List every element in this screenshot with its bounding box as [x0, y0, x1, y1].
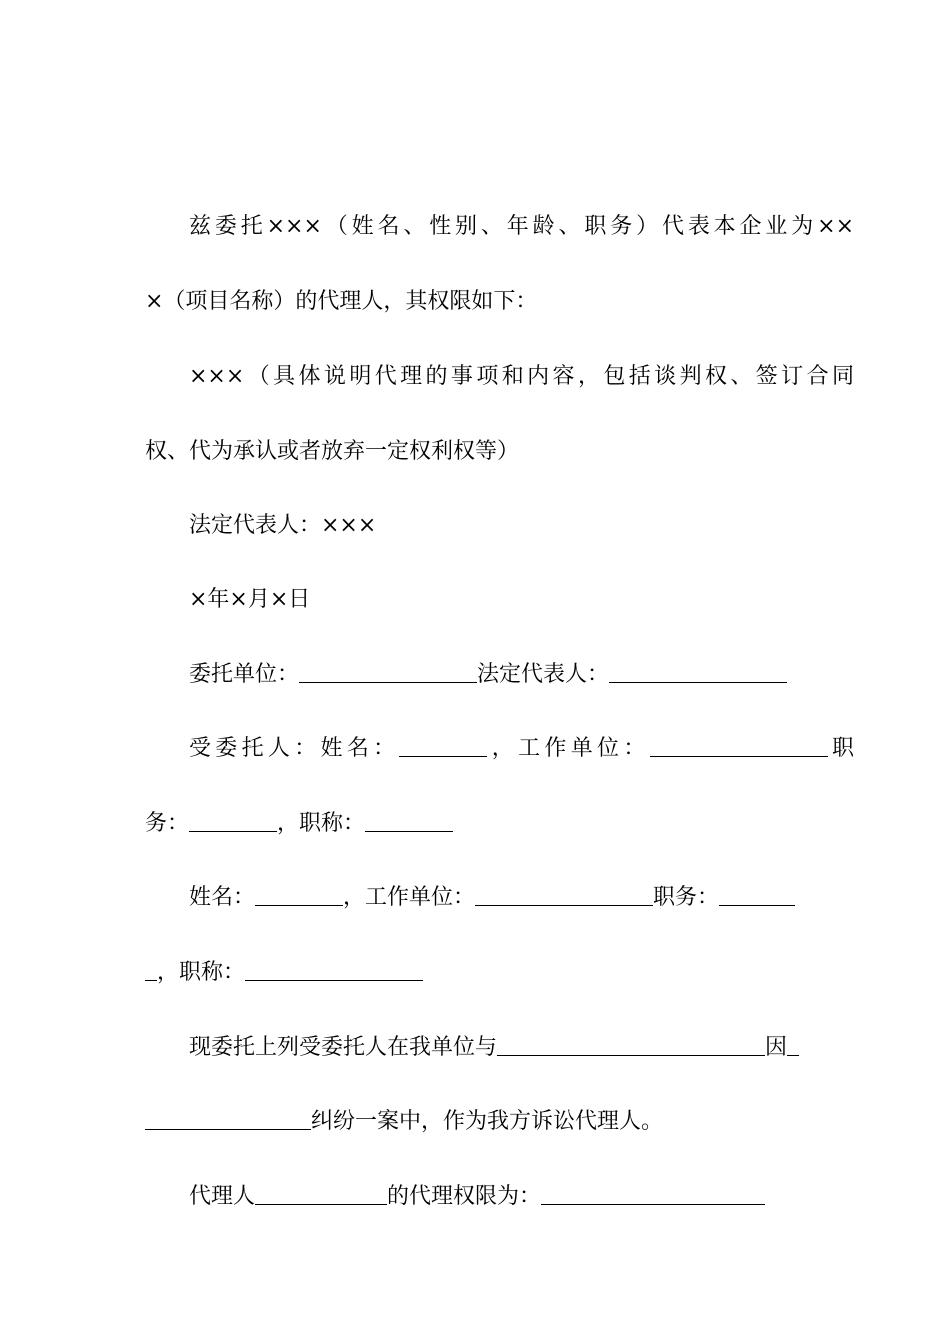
authority-label: 的代理权限为：	[387, 1184, 542, 1209]
trustee-line-2	[145, 809, 810, 839]
dispute-blank	[145, 1109, 311, 1130]
cause-label: 因	[765, 1035, 788, 1060]
entrusting-unit-label: 委托单位：	[189, 662, 300, 687]
opposing-party-blank	[497, 1035, 765, 1056]
agent-label: 代理人	[189, 1184, 256, 1209]
trustee2-name-blank	[255, 885, 343, 906]
date-line: ×年×月×日	[189, 587, 311, 612]
legal-representative-line: 法定代表人：×××	[189, 513, 377, 538]
commission-line-1	[145, 1033, 854, 1063]
entrusting-unit-line	[145, 660, 854, 690]
trustee2-line-1	[145, 883, 854, 913]
trustee-title-blank	[365, 811, 453, 832]
trustee-position-label-rest: 务：	[145, 811, 190, 836]
paragraph-line-2: ×（项目名称）的代理人，其权限如下：	[145, 289, 538, 314]
trustee2-position-label: 职务：	[653, 885, 720, 910]
trustee2-title-blank	[245, 960, 423, 981]
commission-text: 现委托上列受委托人在我单位与	[189, 1035, 498, 1060]
trustee-line-1	[145, 734, 854, 764]
trustee-work-unit-blank	[650, 736, 828, 757]
agent-name-blank	[255, 1184, 387, 1205]
trustee2-position-blank	[719, 885, 795, 906]
authority-blank	[541, 1184, 765, 1205]
paragraph-line-3: ×××（具体说明代理的事项和内容，包括谈判权、签订合同	[189, 364, 854, 389]
cause-blank	[787, 1035, 799, 1056]
entrusting-unit-blank	[299, 662, 477, 683]
dispute-text: 纠纷一案中，作为我方诉讼代理人。	[311, 1109, 664, 1134]
trustee-name-blank	[399, 736, 487, 757]
trustee-name-label: 受委托人：姓名：	[189, 736, 400, 761]
paragraph-line-1: 兹委托×××（姓名、性别、年龄、职务）代表本企业为××	[189, 214, 854, 239]
trustee2-line-2	[145, 958, 810, 988]
trustee2-work-unit-blank	[475, 885, 653, 906]
trustee-position-blank	[189, 811, 277, 832]
trustee-work-unit-label: ，工作单位：	[487, 736, 650, 761]
paragraph-line-4: 权、代为承认或者放弃一定权利权等）	[145, 439, 520, 464]
trustee-title-label: ，职称：	[277, 811, 366, 836]
trustee2-title-label: ，职称：	[157, 960, 246, 985]
trustee2-position-blank-cont	[145, 960, 157, 981]
trustee2-name-label: 姓名：	[189, 885, 256, 910]
legal-rep-blank	[609, 662, 787, 683]
trustee2-work-unit-label: ，工作单位：	[343, 885, 476, 910]
legal-rep-label: 法定代表人：	[477, 662, 610, 687]
trustee-position-label-part: 职	[827, 736, 854, 761]
commission-line-2	[145, 1107, 810, 1137]
agent-authority-line	[145, 1182, 854, 1212]
